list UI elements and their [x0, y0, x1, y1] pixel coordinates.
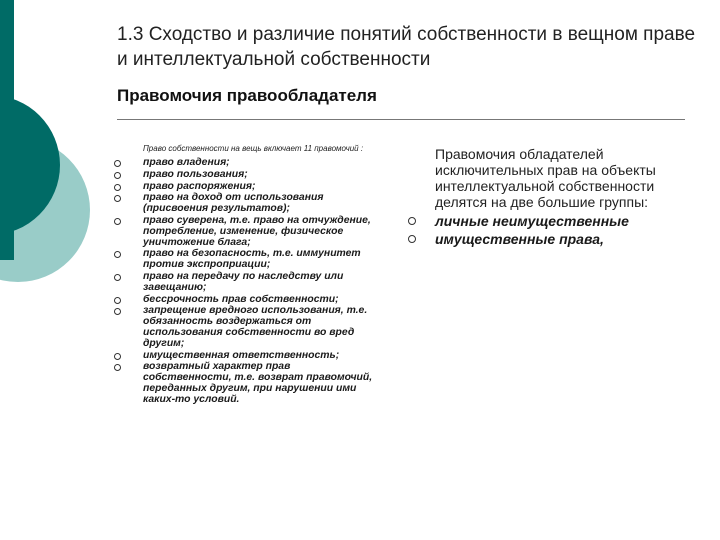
list-item-text: право на передачу по наследству или завещанию;	[143, 270, 344, 293]
ownership-rights-column	[114, 144, 374, 407]
circle-bullet-icon	[114, 353, 121, 360]
circle-bullet-icon	[408, 235, 416, 243]
title-divider	[117, 119, 685, 120]
circle-bullet-icon	[114, 274, 121, 281]
list-item	[114, 158, 374, 169]
list-item	[114, 295, 374, 306]
list-item-text: право пользования;	[143, 168, 248, 180]
circle-bullet-icon	[114, 160, 121, 167]
ownership-intro: Право собственности на вещь включает 11 правомочий :	[143, 144, 364, 153]
circle-bullet-icon	[114, 195, 121, 202]
list-item-text: запрещение вредного использования, т.е. обязанность воздержаться от использования собственности во вред другим;	[143, 305, 368, 349]
circle-bullet-icon	[114, 218, 121, 225]
list-item	[114, 216, 374, 248]
list-item-text: право на доход от использования (присвоения результатов);	[143, 192, 324, 215]
circle-bullet-icon	[114, 251, 121, 258]
circle-bullet-icon	[114, 184, 121, 191]
list-item-text: право распоряжения;	[143, 180, 256, 192]
circle-bullet-icon	[114, 297, 121, 304]
list-item-text: право на безопасность, т.е. иммунитет против экспроприации;	[143, 248, 361, 271]
slide-subtitle: Правомочия правообладателя	[117, 86, 377, 105]
list-item-text: имущественная ответственность;	[143, 349, 340, 361]
ip-rights-lead: Правомочия обладателей исключительных прав на объекты интеллектуальной собственности делятся на две большие группы:	[435, 146, 656, 210]
circle-bullet-icon	[114, 364, 121, 371]
list-item-text: личные неимущественные	[435, 213, 629, 229]
circle-bullet-icon	[114, 308, 121, 315]
ownership-rights-list	[114, 158, 374, 406]
ip-rights-column	[408, 146, 698, 248]
decorative-background-shapes	[0, 0, 110, 540]
list-item	[408, 212, 698, 230]
list-item-text: право владения;	[143, 157, 230, 168]
list-item	[114, 362, 374, 405]
slide-title: 1.3 Сходство и различие понятий собственности в вещном праве и интеллектуальной собственности	[117, 24, 696, 70]
list-item	[114, 170, 374, 181]
list-item	[114, 193, 374, 215]
list-item	[408, 230, 698, 248]
circle-bullet-icon	[114, 172, 121, 179]
list-item	[114, 272, 374, 294]
list-item	[114, 249, 374, 271]
list-item-text: имущественные права,	[435, 231, 604, 247]
ip-rights-groups-list	[408, 212, 698, 248]
list-item	[114, 351, 374, 362]
list-item	[114, 182, 374, 193]
circle-bullet-icon	[408, 217, 416, 225]
list-item-text: бессрочность прав собственности;	[143, 293, 339, 305]
list-item-text: возвратный характер прав собственности, т.е. возврат правомочий, переданных другим, при нарушении ими каких-то условий.	[143, 361, 373, 405]
list-item-text: право суверена, т.е. право на отчуждение, потребление, изменение, физическое уничтожение блага;	[143, 214, 371, 248]
dark-teal-bar	[0, 0, 14, 260]
list-item	[114, 306, 374, 349]
